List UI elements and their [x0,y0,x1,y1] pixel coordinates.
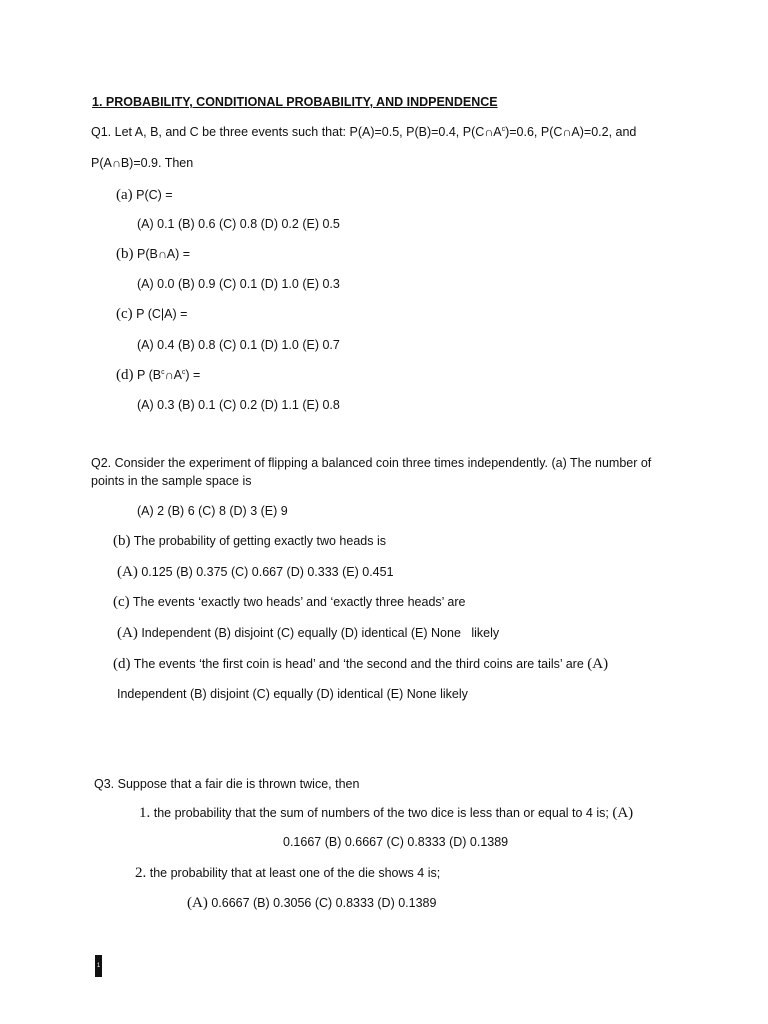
q1-part-c-options: (A) 0.4 (B) 0.8 (C) 0.1 (D) 1.0 (E) 0.7 [137,338,340,352]
q1-part-b-options: (A) 0.0 (B) 0.9 (C) 0.1 (D) 1.0 (E) 0.3 [137,277,340,291]
q2-part-c: (c) The events ‘exactly two heads’ and ‘exactly three heads’ are [113,594,466,610]
q3-item2: 2. the probability that at least one of the die shows 4 is; [135,865,441,881]
q1-part-b: (b) P(B∩A) = [116,246,191,262]
q2-part-d-options: Independent (B) disjoint (C) equally (D) identical (E) None likely [117,687,468,701]
q2-part-d: (d) The events ‘the first coin is head’ and ‘the second and the third coins are tails’ are (A) [113,656,609,672]
q1-part-d: (d) P $(B^c\cap A^c)$ = [116,367,201,383]
q3-item2-options: (A) 0.6667 (B) 0.3056 (C) 0.8333 (D) 0.1389 [187,895,437,911]
q1-line2: P(A∩B)=0.9. Then [91,156,194,170]
q1-part-d-options: (A) 0.3 (B) 0.1 (C) 0.2 (D) 1.1 (E) 0.8 [137,398,340,412]
q2-part-b: (b) The probability of getting exactly two heads is [113,533,386,549]
q2-part-c-options: (A) Independent (B) disjoint (C) equally (D) identical (E) None likely [117,625,500,641]
page-number: 1 [95,955,102,977]
q2-part-a-options: (A) 2 (B) 6 (C) 8 (D) 3 (E) 9 [137,504,288,518]
q2-line2: points in the sample space is [91,474,252,488]
q2-line1: Q2. Consider the experiment of flipping a balanced coin three times independently. (a) The number of [91,456,652,470]
q1-part-c: (c) P (C|A) = [116,306,188,322]
q3-line1: Q3. Suppose that a fair die is thrown twice, then [94,777,360,791]
q1-part-a-options: (A) 0.1 (B) 0.6 (C) 0.8 (D) 0.2 (E) 0.5 [137,217,340,231]
q2-part-b-options: (A) 0.125 (B) 0.375 (C) 0.667 (D) 0.333 (E) 0.451 [117,564,394,580]
q1-part-a: (a) P(C) = [116,187,173,203]
q3-item1-options: 0.1667 (B) 0.6667 (C) 0.8333 (D) 0.1389 [283,835,509,849]
q1-line1: Q1. Let A, B, and C be three events such that: P(A)=0.5, P(B)=0.4, $P(C\cap A^c)=0.6$, P(C∩A)=0.2, and [91,125,637,139]
section-title: 1. PROBABILITY, CONDITIONAL PROBABILITY, AND INDPENDENCE [92,95,498,109]
q3-item1: 1. the probability that the sum of numbers of the two dice is less than or equal to 4 is; (A) [139,805,634,821]
